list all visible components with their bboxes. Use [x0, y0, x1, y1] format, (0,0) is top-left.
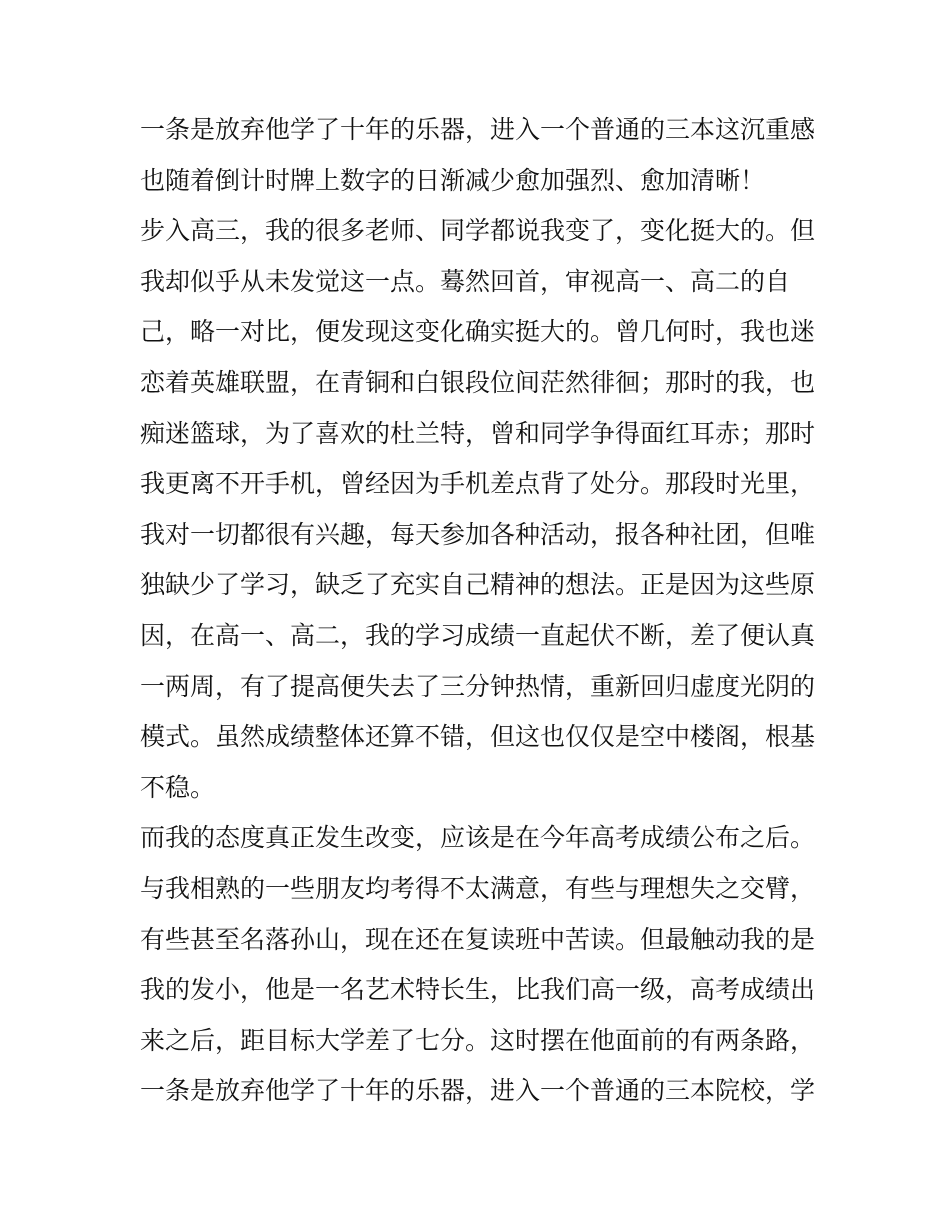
text-line-15: 而我的态度真正发生改变，应该是在今年高考成绩公布之后。: [140, 823, 816, 853]
text-line-19: 来之后，距目标大学差了七分。这时摆在他面前的有两条路，: [140, 1025, 816, 1055]
text-line-13: 模式。虽然成绩整体还算不错，但这也仅仅是空中楼阁，根基: [140, 722, 816, 752]
text-line-2: 也随着倒计时牌上数字的日渐减少愈加强烈、愈加清晰！: [140, 165, 766, 195]
text-line-8: 我更离不开手机，曾经因为手机差点背了处分。那段时光里，: [140, 469, 816, 499]
text-line-14: 不稳。: [140, 772, 216, 802]
text-line-18: 我的发小，他是一名艺术特长生，比我们高一级，高考成绩出: [140, 975, 816, 1005]
text-line-16: 与我相熟的一些朋友均考得不太满意，有些与理想失之交臂，: [140, 873, 816, 903]
text-line-20: 一条是放弃他学了十年的乐器，进入一个普通的三本院校，学: [140, 1076, 816, 1106]
text-line-9: 我对一切都很有兴趣，每天参加各种活动，报各种社团，但唯: [140, 519, 816, 549]
text-line-5: 己，略一对比，便发现这变化确实挺大的。曾几何时，我也迷: [140, 317, 816, 347]
text-line-17: 有些甚至名落孙山，现在还在复读班中苦读。但最触动我的是: [140, 924, 816, 954]
document-body: [140, 105, 820, 1117]
text-line-1: 一条是放弃他学了十年的乐器，进入一个普通的三本这沉重感: [140, 115, 816, 144]
text-line-6: 恋着英雄联盟，在青铜和白银段位间茫然徘徊；那时的我，也: [140, 367, 816, 397]
text-line-3: 步入高三，我的很多老师、同学都说我变了，变化挺大的。但: [140, 216, 816, 246]
text-line-12: 一两周，有了提高便失去了三分钟热情，重新回归虚度光阴的: [140, 671, 816, 701]
text-line-11: 因，在高一、高二，我的学习成绩一直起伏不断，差了便认真: [140, 620, 816, 650]
text-line-10: 独缺少了学习，缺乏了充实自己精神的想法。正是因为这些原: [140, 570, 816, 600]
text-line-7: 痴迷篮球，为了喜欢的杜兰特，曾和同学争得面红耳赤；那时: [140, 418, 816, 448]
text-line-4: 我却似乎从未发觉这一点。蓦然回首，审视高一、高二的自: [140, 266, 791, 296]
